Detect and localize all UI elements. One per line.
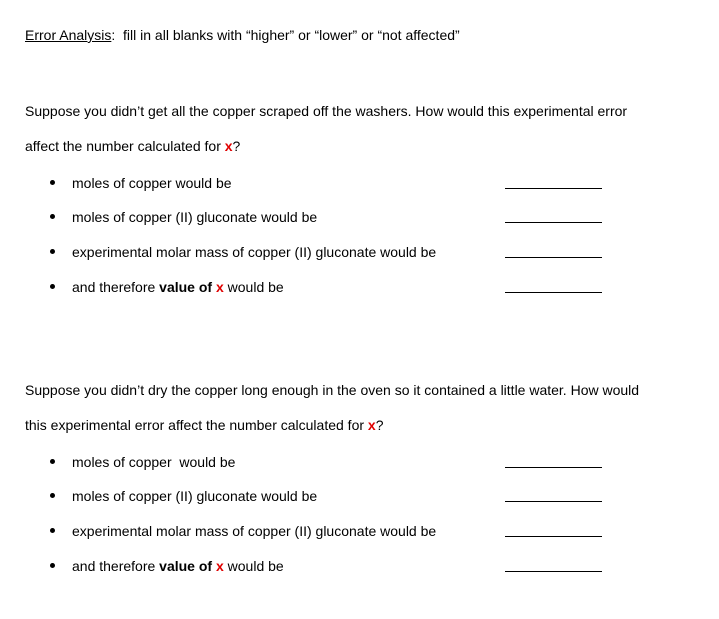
- q2-variable-x: x: [367, 417, 376, 433]
- q2-answer-blank-3[interactable]: [505, 536, 602, 537]
- q2-item4-suffix: would be: [223, 558, 284, 574]
- q1-prompt-text: Suppose you didn’t get all the copper scraped off the washers. How would this experimental error: [25, 103, 628, 119]
- title-colon: :: [111, 27, 116, 43]
- q2-prompt-line1: [25, 382, 639, 398]
- bullet-icon: [50, 493, 55, 498]
- bullet-icon: [50, 180, 55, 185]
- q1-item-label: [72, 279, 284, 295]
- q1-item4-bold: value of: [159, 279, 216, 295]
- q2-item-label: moles of copper (II) gluconate would be: [72, 488, 318, 504]
- q1-prompt-line2: [25, 138, 240, 154]
- q2-item4-bold: value of: [159, 558, 216, 574]
- bullet-icon: [50, 284, 55, 289]
- q1-prompt-suffix: ?: [232, 138, 241, 154]
- q1-answer-blank-4[interactable]: [505, 292, 602, 293]
- q1-answer-blank-3[interactable]: [505, 257, 602, 258]
- q1-answer-blank-2[interactable]: [505, 222, 602, 223]
- q2-item4-prefix: and therefore: [72, 558, 160, 574]
- bullet-icon: [50, 249, 55, 254]
- bullet-icon: [50, 528, 55, 533]
- instructions-line: [25, 27, 460, 43]
- q1-item-molar-mass: [50, 244, 610, 262]
- q2-item-label: experimental molar mass of copper (II) gluconate would be: [72, 523, 437, 539]
- q1-item-moles-copper: [50, 175, 610, 193]
- q2-item-label: moles of copper would be: [72, 454, 236, 470]
- q1-prompt-prefix: affect the number calculated for: [25, 138, 225, 154]
- bullet-icon: [50, 459, 55, 464]
- q1-prompt-line1: [25, 103, 627, 119]
- q1-item-label: moles of copper would be: [72, 175, 232, 191]
- q2-item4-variable-x: x: [215, 558, 224, 574]
- q2-prompt-suffix: ?: [375, 417, 384, 433]
- q1-variable-x: x: [224, 138, 233, 154]
- q2-prompt-line2: [25, 417, 384, 433]
- q1-answer-blank-1[interactable]: [505, 188, 602, 189]
- q2-prompt-text: Suppose you didn’t dry the copper long enough in the oven so it contained a little water. How would: [25, 382, 640, 398]
- bullet-icon: [50, 563, 55, 568]
- q2-item-moles-gluconate: [50, 488, 610, 506]
- q1-item-label: experimental molar mass of copper (II) gluconate would be: [72, 244, 437, 260]
- q1-item-moles-gluconate: [50, 209, 610, 227]
- section-title: Error Analysis: [25, 27, 112, 43]
- q2-answer-blank-2[interactable]: [505, 501, 602, 502]
- q1-item-value-x: [50, 279, 610, 297]
- q2-item-moles-copper: [50, 454, 610, 472]
- q2-answer-blank-1[interactable]: [505, 467, 602, 468]
- q2-item-value-x: [50, 558, 610, 576]
- q1-item-label: moles of copper (II) gluconate would be: [72, 209, 318, 225]
- q2-item-molar-mass: [50, 523, 610, 541]
- q2-answer-blank-4[interactable]: [505, 571, 602, 572]
- bullet-icon: [50, 214, 55, 219]
- instruction-text: fill in all blanks with “higher” or “lower” or “not affected”: [123, 27, 460, 43]
- q2-item-label: [72, 558, 284, 574]
- q1-item4-suffix: would be: [223, 279, 284, 295]
- q2-prompt-prefix: this experimental error affect the number calculated for: [25, 417, 368, 433]
- q1-item4-prefix: and therefore: [72, 279, 160, 295]
- q1-item4-variable-x: x: [215, 279, 224, 295]
